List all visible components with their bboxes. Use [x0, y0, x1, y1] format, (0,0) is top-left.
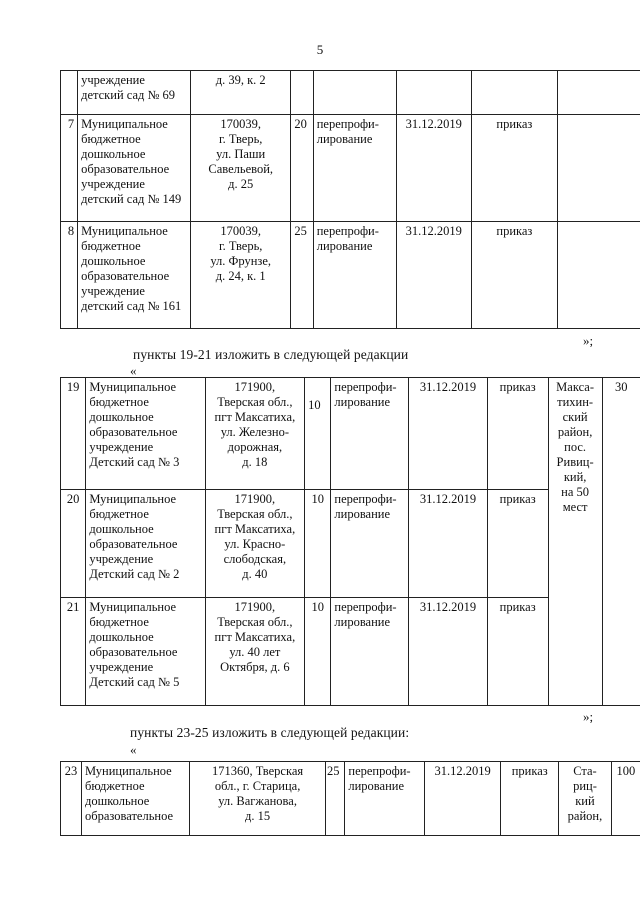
address: 171900, Тверская обл., пгт Максатиха, ул. 40 лет Октября, д. 6 — [205, 598, 305, 706]
quantity: 20 — [291, 115, 313, 222]
table-continuation — [60, 70, 640, 329]
extra — [557, 115, 640, 222]
row-number — [61, 71, 78, 115]
institution-name: Муниципальное бюджетное дошкольное образовательное — [81, 762, 189, 836]
table-points-19-21 — [60, 377, 640, 706]
table-row — [61, 378, 640, 490]
basis: приказ — [471, 115, 557, 222]
address: 171360, Тверская обл., г. Старица, ул. Вагжанова, д. 15 — [190, 762, 326, 836]
table-row — [61, 71, 640, 115]
closing-quote-2: »; — [583, 709, 594, 724]
action: перепрофи- лирование — [331, 378, 409, 490]
deadline: 31.12.2019 — [409, 598, 487, 706]
extra — [557, 71, 640, 115]
action: перепрофи- лирование — [313, 115, 396, 222]
opening-quote-2: « — [130, 363, 137, 378]
deadline: 31.12.2019 — [409, 378, 487, 490]
quantity — [291, 71, 313, 115]
basis: приказ — [501, 762, 559, 836]
row-number: 23 — [61, 762, 82, 836]
institution-name: Муниципальное бюджетное дошкольное образовательное учреждение Детский сад № 3 — [86, 378, 205, 490]
deadline: 31.12.2019 — [396, 115, 471, 222]
institution-name: учреждение детский сад № 69 — [78, 71, 191, 115]
row-number: 8 — [61, 222, 78, 329]
basis: приказ — [487, 490, 548, 598]
row-number: 20 — [61, 490, 86, 598]
table-points-23-25 — [60, 761, 640, 836]
deadline — [396, 71, 471, 115]
row-number: 19 — [61, 378, 86, 490]
action — [313, 71, 396, 115]
institution-name: Муниципальное бюджетное дошкольное образовательное учреждение детский сад № 161 — [78, 222, 191, 329]
places: 100 — [611, 762, 640, 836]
page-number: 5 — [316, 42, 324, 57]
address: 171900, Тверская обл., пгт Максатиха, ул. Красно- слободская, д. 40 — [205, 490, 305, 598]
basis — [471, 71, 557, 115]
opening-quote-3: « — [130, 742, 137, 757]
action: перепрофи- лирование — [331, 598, 409, 706]
row-number: 21 — [61, 598, 86, 706]
extra — [557, 222, 640, 329]
table-row — [61, 762, 640, 836]
quantity: 10 — [305, 378, 331, 490]
action: перепрофи- лирование — [345, 762, 425, 836]
institution-name: Муниципальное бюджетное дошкольное образовательное учреждение детский сад № 149 — [78, 115, 191, 222]
deadline: 31.12.2019 — [424, 762, 500, 836]
quantity: 25 — [291, 222, 313, 329]
address: д. 39, к. 2 — [191, 71, 291, 115]
deadline: 31.12.2019 — [396, 222, 471, 329]
deadline: 31.12.2019 — [409, 490, 487, 598]
basis: приказ — [487, 598, 548, 706]
location: Ста- риц- кий район, — [559, 762, 612, 836]
location-merged: Макса- тихин- ский район, пос. Ривиц- кий, на 50 мест — [548, 378, 602, 706]
address: 171900, Тверская обл., пгт Максатиха, ул. Железно- дорожная, д. 18 — [205, 378, 305, 490]
closing-quote-1: »; — [583, 333, 594, 348]
section-heading-19-21: пункты 19-21 изложить в следующей редакции — [133, 347, 409, 362]
quantity: 10 — [305, 598, 331, 706]
action: перепрофи- лирование — [331, 490, 409, 598]
institution-name: Муниципальное бюджетное дошкольное образовательное учреждение Детский сад № 5 — [86, 598, 205, 706]
basis: приказ — [487, 378, 548, 490]
table-row — [61, 115, 640, 222]
quantity: 25 — [326, 762, 345, 836]
basis: приказ — [471, 222, 557, 329]
institution-name: Муниципальное бюджетное дошкольное образовательное учреждение Детский сад № 2 — [86, 490, 205, 598]
address: 170039, г. Тверь, ул. Паши Савельевой, д. 25 — [191, 115, 291, 222]
quantity: 10 — [305, 490, 331, 598]
action: перепрофи- лирование — [313, 222, 396, 329]
address: 170039, г. Тверь, ул. Фрунзе, д. 24, к. 1 — [191, 222, 291, 329]
table-row — [61, 222, 640, 329]
row-number: 7 — [61, 115, 78, 222]
places-merged: 30 — [602, 378, 640, 706]
section-heading-23-25: пункты 23-25 изложить в следующей редакции: — [130, 725, 410, 740]
